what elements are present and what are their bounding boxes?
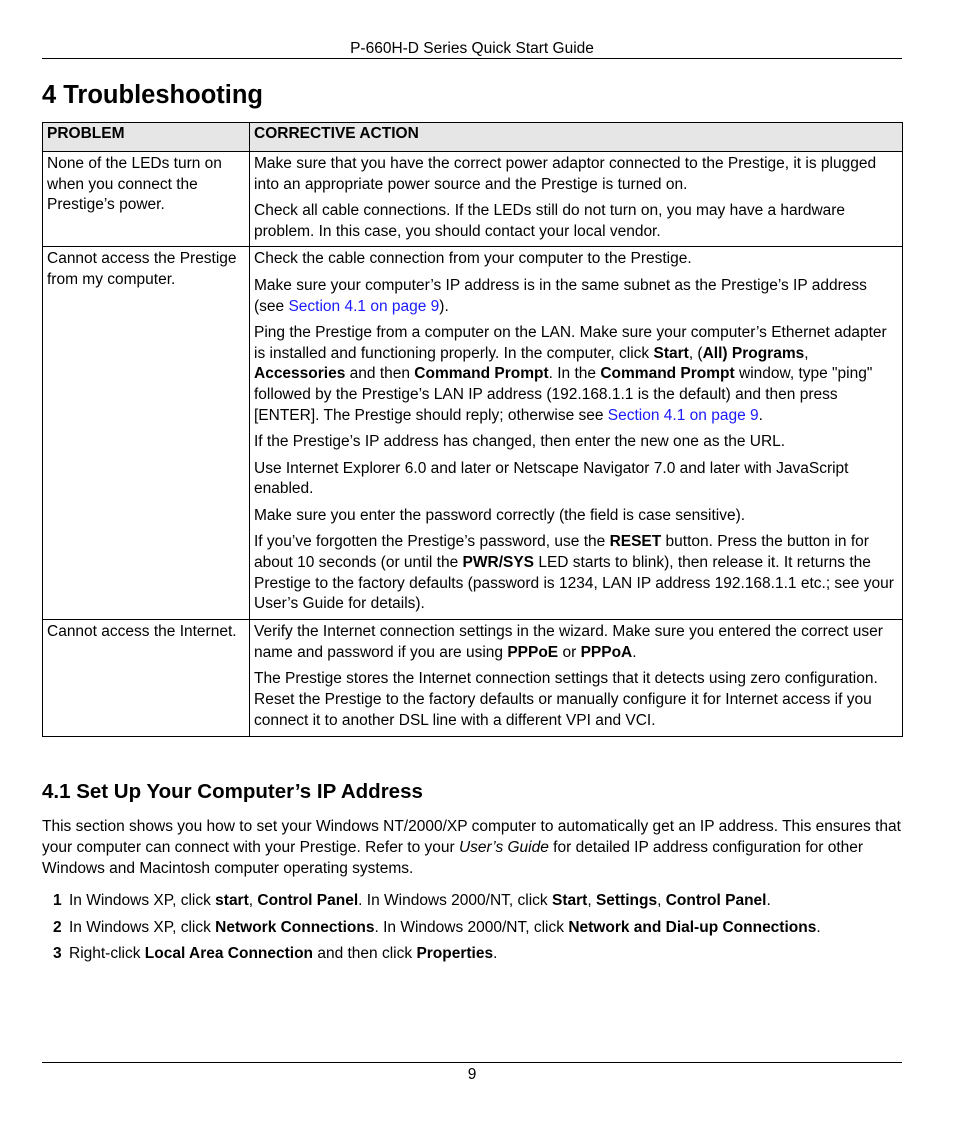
table-header-row — [43, 123, 903, 152]
page-number: 9 — [467, 1066, 477, 1083]
column-header-action: CORRECTIVE ACTION — [250, 123, 903, 152]
action-paragraph: Ping the Prestige from a computer on the LAN. Make sure your computer’s Ethernet adapter is installed and functioning properly. In the computer, click Start, (All) Programs, Accessories and then Command Prompt. In the Command Prompt window, type "ping" followed by the Prestige’s LAN IP address (192.168.1.1 is the default) and then press [ENTER]. The Prestige should reply; otherwise see Section 4.1 on page 9. — [254, 323, 887, 425]
action-paragraph: Make sure your computer’s IP address is in the same subnet as the Prestige’s IP address (see Section 4.1 on page 9). — [254, 276, 867, 315]
subsection-title: 4.1 Set Up Your Computer’s IP Address — [42, 780, 423, 803]
troubleshooting-table — [42, 122, 903, 737]
step-number: 2 — [53, 918, 62, 936]
column-header-problem: PROBLEM — [43, 123, 250, 152]
steps-list — [42, 890, 902, 970]
action-paragraph: Check the cable connection from your computer to the Prestige. — [254, 250, 692, 268]
footer-rule — [42, 1062, 902, 1063]
action-paragraph: Make sure that you have the correct power adaptor connected to the Prestige, it is plugged into an appropriate power source and the Prestige is turned on. — [254, 154, 877, 193]
problem-cell: Cannot access the Internet. — [43, 620, 250, 736]
step-number: 1 — [53, 892, 62, 909]
step-number: 3 — [53, 945, 62, 962]
action-paragraph: If the Prestige’s IP address has changed, then enter the new one as the URL. — [254, 433, 786, 451]
running-header: P-660H-D Series Quick Start Guide — [350, 40, 594, 57]
action-cell — [250, 151, 903, 247]
action-cell — [250, 620, 903, 736]
table-row — [43, 151, 903, 247]
list-item: 1 In Windows XP, click start, Control Panel. In Windows 2000/NT, click Start, Settings, Control Panel. — [53, 892, 771, 909]
action-cell — [250, 247, 903, 620]
section-title: 4 Troubleshooting — [42, 81, 263, 109]
action-paragraph: Check all cable connections. If the LEDs still do not turn on, you may have a hardware problem. In this case, you should contact your local vendor. — [254, 201, 846, 240]
problem-cell: None of the LEDs turn on when you connect the Prestige’s power. — [43, 151, 250, 247]
list-item: 2 In Windows XP, click Network Connections. In Windows 2000/NT, click Network and Dial-up Connections. — [53, 918, 821, 936]
intro-paragraph: This section shows you how to set your Windows NT/2000/XP computer to automatically get an IP address. This ensures that your computer can connect with your Prestige. Refer to your User’s Guide for detailed IP address configuration for other Windows and Macintosh computer operating systems. — [42, 818, 901, 877]
action-paragraph: Verify the Internet connection settings in the wizard. Make sure you entered the correct user name and password if you are using PPPoE or PPPoA. — [254, 623, 883, 662]
header-rule — [42, 58, 902, 59]
action-paragraph: The Prestige stores the Internet connection settings that it detects using zero configuration. Reset the Prestige to the factory defaults or manually configure it for Internet access if you connect it to another DSL line with a different VPI and VCI. — [254, 670, 878, 729]
action-paragraph: Use Internet Explorer 6.0 and later or Netscape Navigator 7.0 and later with JavaScript enabled. — [254, 459, 849, 498]
list-item: 3 Right-click Local Area Connection and then click Properties. — [53, 945, 498, 962]
section-4-1-link[interactable]: Section 4.1 on page 9 — [607, 407, 759, 425]
problem-cell: Cannot access the Prestige from my computer. — [43, 247, 250, 620]
table-row — [43, 247, 903, 620]
action-paragraph: If you’ve forgotten the Prestige’s password, use the RESET button. Press the button in for about 10 seconds (or until the PWR/SYS LED starts to blink), then release it. It returns the Prestige to the factory defaults (password is 1234, LAN IP address 192.168.1.1 etc.; see your User’s Guide for details). — [254, 533, 894, 613]
section-4-1-link[interactable]: Section 4.1 on page 9 — [288, 297, 440, 315]
table-row — [43, 620, 903, 736]
action-paragraph: Make sure you enter the password correctly (the field is case sensitive). — [254, 506, 746, 524]
